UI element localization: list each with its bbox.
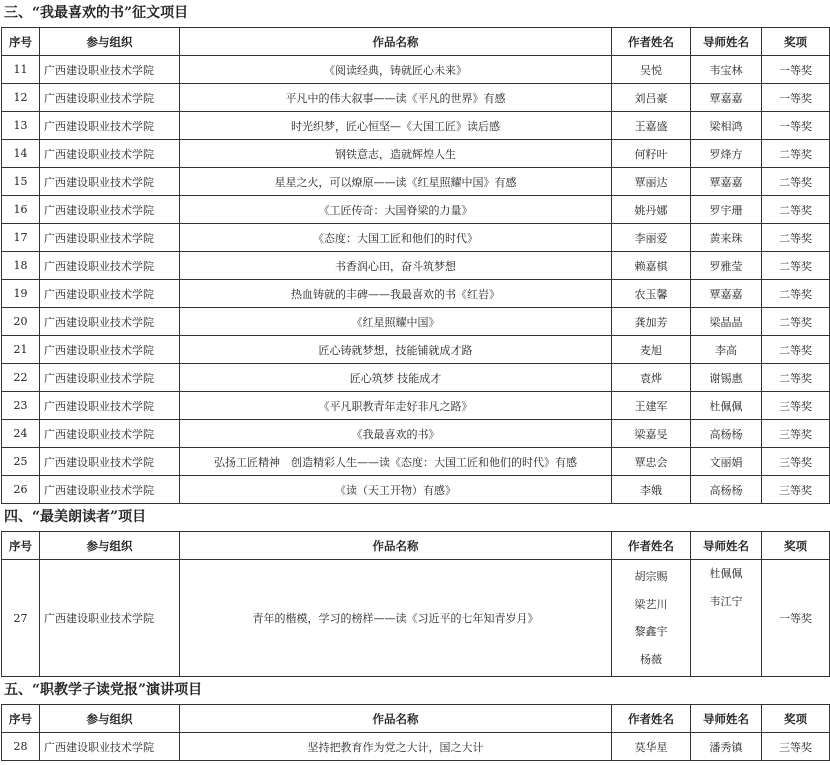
- cell-work: 书香润心田，奋斗筑梦想: [180, 252, 612, 280]
- cell-award: 二等奖: [762, 308, 830, 336]
- cell-no: 20: [2, 308, 40, 336]
- cell-org: 广西建设职业技术学院: [40, 280, 180, 308]
- cell-mentor: 谢锡惠: [691, 364, 762, 392]
- section-4-table: [1, 531, 830, 677]
- header-no: 序号: [2, 28, 40, 56]
- cell-no: 22: [2, 364, 40, 392]
- cell-org: 广西建设职业技术学院: [40, 196, 180, 224]
- cell-author: 梁嘉旻: [612, 420, 691, 448]
- cell-no: 23: [2, 392, 40, 420]
- table-header-row: [2, 532, 830, 560]
- cell-work: 青年的楷模，学习的榜样——读《习近平的七年知青岁月》: [180, 560, 612, 677]
- cell-mentor: 韦宝林: [691, 56, 762, 84]
- cell-author: 李娥: [612, 476, 691, 504]
- cell-work: 钢铁意志，造就辉煌人生: [180, 140, 612, 168]
- cell-award: 二等奖: [762, 280, 830, 308]
- cell-author: 何籽叶: [612, 140, 691, 168]
- cell-author: 莫华星: [612, 733, 691, 761]
- cell-mentor: 李高: [691, 336, 762, 364]
- cell-org: 广西建设职业技术学院: [40, 224, 180, 252]
- cell-author: 刘吕豪: [612, 84, 691, 112]
- cell-mentors: [691, 560, 762, 677]
- cell-mentor: 覃嘉嘉: [691, 280, 762, 308]
- header-mentor: 导师姓名: [691, 532, 762, 560]
- section-4-title: 四、“最美朗读者”项目: [4, 509, 147, 525]
- cell-org: 广西建设职业技术学院: [40, 364, 180, 392]
- cell-work: 星星之火，可以燎原——读《红星照耀中国》有感: [180, 168, 612, 196]
- cell-org: 广西建设职业技术学院: [40, 168, 180, 196]
- cell-org: 广西建设职业技术学院: [40, 392, 180, 420]
- table-row: [2, 252, 830, 280]
- section-3-title: 三、“我最喜欢的书”征文项目: [4, 5, 189, 21]
- cell-work: 《阅读经典，铸就匠心未来》: [180, 56, 612, 84]
- cell-mentor: 文丽娟: [691, 448, 762, 476]
- cell-award: 三等奖: [762, 476, 830, 504]
- cell-org: 广西建设职业技术学院: [40, 448, 180, 476]
- cell-work: 热血铸就的丰碑——我最喜欢的书《红岩》: [180, 280, 612, 308]
- cell-award: 一等奖: [762, 84, 830, 112]
- cell-award: 三等奖: [762, 392, 830, 420]
- cell-author: 袁烨: [612, 364, 691, 392]
- cell-work: 匠心筑梦 技能成才: [180, 364, 612, 392]
- cell-author: 赖嘉棋: [612, 252, 691, 280]
- cell-org: 广西建设职业技术学院: [40, 336, 180, 364]
- header-mentor: 导师姓名: [691, 705, 762, 733]
- cell-no: 11: [2, 56, 40, 84]
- cell-mentor: 梁晶晶: [691, 308, 762, 336]
- cell-award: 二等奖: [762, 252, 830, 280]
- table-row: [2, 420, 830, 448]
- header-work: 作品名称: [180, 705, 612, 733]
- cell-mentor: 黄来珠: [691, 224, 762, 252]
- cell-mentor: 杜佩佩: [691, 392, 762, 420]
- cell-work: 弘扬工匠精神 创造精彩人生——读《态度：大国工匠和他们的时代》有感: [180, 448, 612, 476]
- cell-org: 广西建设职业技术学院: [40, 56, 180, 84]
- cell-work: 《态度：大国工匠和他们的时代》: [180, 224, 612, 252]
- cell-no: 17: [2, 224, 40, 252]
- section-5-table: [1, 704, 830, 761]
- cell-mentor: 罗雅莹: [691, 252, 762, 280]
- section-3-table: [1, 27, 830, 504]
- table-row: [2, 476, 830, 504]
- cell-no: 25: [2, 448, 40, 476]
- cell-award: 二等奖: [762, 196, 830, 224]
- cell-no: 28: [2, 733, 40, 761]
- cell-no: 19: [2, 280, 40, 308]
- cell-award: 二等奖: [762, 224, 830, 252]
- author-name: 杨薇: [640, 652, 662, 666]
- table-row: [2, 733, 830, 761]
- header-work: 作品名称: [180, 532, 612, 560]
- header-award: 奖项: [762, 705, 830, 733]
- header-no: 序号: [2, 705, 40, 733]
- author-name: 胡宗赐: [634, 570, 668, 583]
- cell-award: 一等奖: [762, 112, 830, 140]
- cell-mentor: 梁相鸿: [691, 112, 762, 140]
- header-award: 奖项: [762, 532, 830, 560]
- cell-no: 12: [2, 84, 40, 112]
- header-mentor: 导师姓名: [691, 28, 762, 56]
- cell-work: 《平凡职教青年走好非凡之路》: [180, 392, 612, 420]
- cell-award: 三等奖: [762, 448, 830, 476]
- section-5-title: 五、“职教学子读党报”演讲项目: [4, 682, 203, 698]
- cell-org: 广西建设职业技术学院: [40, 420, 180, 448]
- cell-author: 覃丽达: [612, 168, 691, 196]
- cell-author: 麦旭: [612, 336, 691, 364]
- table-row: [2, 196, 830, 224]
- cell-org: 广西建设职业技术学院: [40, 252, 180, 280]
- cell-award: 二等奖: [762, 336, 830, 364]
- cell-no: 24: [2, 420, 40, 448]
- cell-work: 《我最喜欢的书》: [180, 420, 612, 448]
- cell-no: 15: [2, 168, 40, 196]
- table-row: [2, 56, 830, 84]
- table-row: [2, 224, 830, 252]
- cell-work: 平凡中的伟大叙事——读《平凡的世界》有感: [180, 84, 612, 112]
- table-header-row: [2, 28, 830, 56]
- cell-authors: [612, 560, 691, 677]
- cell-author: 农玉馨: [612, 280, 691, 308]
- cell-work: 《读（天工开物）有感》: [180, 476, 612, 504]
- header-org: 参与组织: [40, 28, 180, 56]
- cell-author: 王建军: [612, 392, 691, 420]
- cell-no: 16: [2, 196, 40, 224]
- cell-work: 匠心铸就梦想，技能铺就成才路: [180, 336, 612, 364]
- header-org: 参与组织: [40, 705, 180, 733]
- table-row: [2, 364, 830, 392]
- cell-award: 二等奖: [762, 364, 830, 392]
- cell-mentor: 罗烽方: [691, 140, 762, 168]
- cell-mentor: 覃嘉嘉: [691, 168, 762, 196]
- table-row: [2, 560, 830, 677]
- cell-no: 14: [2, 140, 40, 168]
- cell-award: 三等奖: [762, 420, 830, 448]
- header-award: 奖项: [762, 28, 830, 56]
- cell-author: 龚加芳: [612, 308, 691, 336]
- cell-no: 18: [2, 252, 40, 280]
- author-name: 黎鑫宇: [634, 625, 668, 638]
- cell-mentor: 覃嘉嘉: [691, 84, 762, 112]
- cell-author: 李丽爱: [612, 224, 691, 252]
- section-5-body: [2, 733, 830, 761]
- table-row: [2, 280, 830, 308]
- cell-org: 广西建设职业技术学院: [40, 84, 180, 112]
- section-3-body: [2, 56, 830, 504]
- cell-work: 坚持把教育作为党之大计，国之大计: [180, 733, 612, 761]
- cell-award: 一等奖: [762, 56, 830, 84]
- header-author: 作者姓名: [612, 532, 691, 560]
- header-author: 作者姓名: [612, 28, 691, 56]
- cell-org: 广西建设职业技术学院: [40, 112, 180, 140]
- cell-award: 二等奖: [762, 140, 830, 168]
- cell-org: 广西建设职业技术学院: [40, 476, 180, 504]
- cell-author: 吴悦: [612, 56, 691, 84]
- mentor-name: 杜佩佩: [709, 567, 743, 580]
- cell-mentor: 高杨杨: [691, 420, 762, 448]
- cell-award: 二等奖: [762, 168, 830, 196]
- cell-mentor: 罗宇珊: [691, 196, 762, 224]
- cell-org: 广西建设职业技术学院: [40, 308, 180, 336]
- header-org: 参与组织: [40, 532, 180, 560]
- cell-award: 三等奖: [762, 733, 830, 761]
- cell-org: 广西建设职业技术学院: [40, 140, 180, 168]
- header-no: 序号: [2, 532, 40, 560]
- cell-work: 《红星照耀中国》: [180, 308, 612, 336]
- cell-work: 《工匠传奇：大国脊梁的力量》: [180, 196, 612, 224]
- cell-org: 广西建设职业技术学院: [40, 733, 180, 761]
- cell-author: 覃忠会: [612, 448, 691, 476]
- cell-org: 广西建设职业技术学院: [40, 560, 180, 677]
- cell-author: 王嘉盛: [612, 112, 691, 140]
- mentor-name: 韦江宁: [709, 594, 743, 608]
- cell-no: 13: [2, 112, 40, 140]
- table-row: [2, 112, 830, 140]
- cell-mentor: 潘秀镇: [691, 733, 762, 761]
- cell-author: 姚丹娜: [612, 196, 691, 224]
- cell-award: 一等奖: [762, 560, 830, 677]
- header-author: 作者姓名: [612, 705, 691, 733]
- table-row: [2, 168, 830, 196]
- cell-mentor: 高杨杨: [691, 476, 762, 504]
- table-row: [2, 140, 830, 168]
- cell-no: 27: [2, 560, 40, 677]
- cell-no: 21: [2, 336, 40, 364]
- header-work: 作品名称: [180, 28, 612, 56]
- table-row: [2, 448, 830, 476]
- table-row: [2, 84, 830, 112]
- author-name: 梁艺川: [634, 597, 668, 611]
- table-row: [2, 392, 830, 420]
- table-row: [2, 308, 830, 336]
- cell-work: 时光织梦，匠心恒坚—《大国工匠》读后感: [180, 112, 612, 140]
- table-header-row: [2, 705, 830, 733]
- table-row: [2, 336, 830, 364]
- cell-no: 26: [2, 476, 40, 504]
